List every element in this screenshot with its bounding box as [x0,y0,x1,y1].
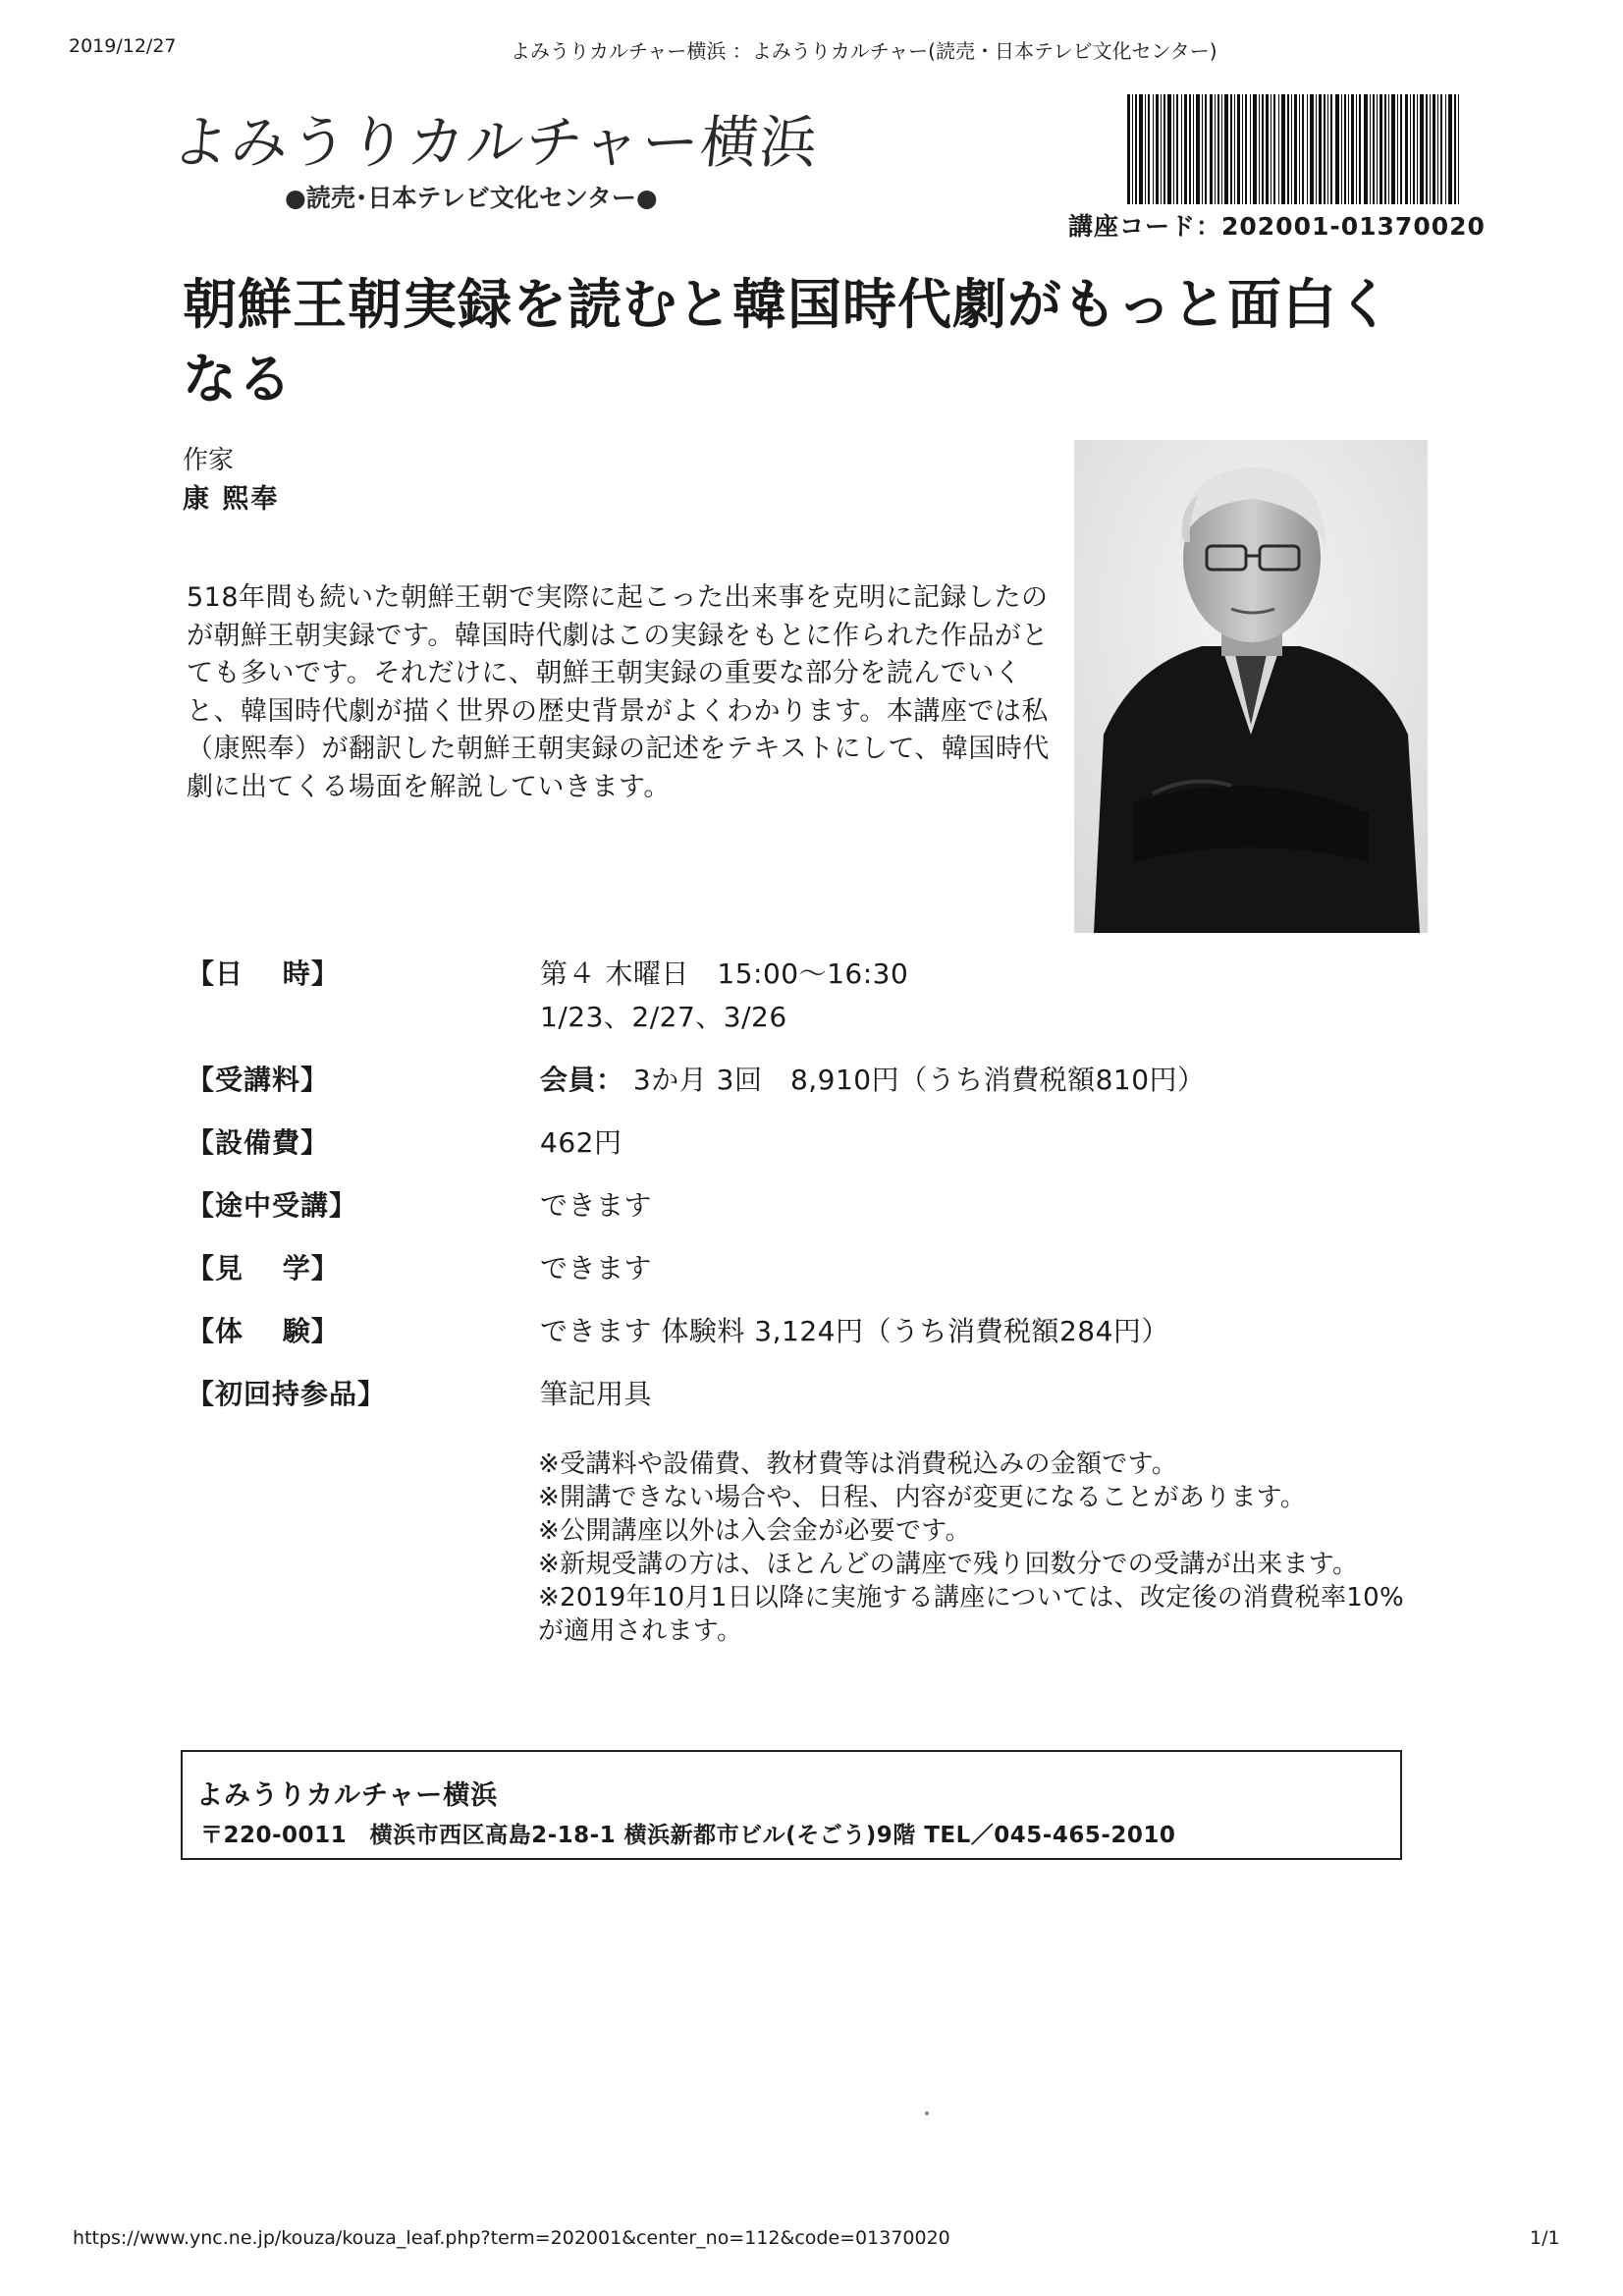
schedule-dates: 1/23、2/27、3/26 [540,1001,787,1033]
midjoin-label: 【途中受講】 [187,1189,358,1222]
note-item: ※開講できない場合や、日程、内容が変更になることがあります。 [538,1483,1307,1512]
facility-label: 【設備費】 [187,1126,330,1159]
course-title: 朝鮮王朝実録を読むと韓国時代劇がもっと面白くなる [183,273,1393,410]
print-page-title: よみうりカルチャー横浜 ：よみうりカルチャー(読売・日本テレビ文化センター) [511,39,1217,63]
fee-value [540,1059,1434,1102]
course-description: 518年間も続いた朝鮮王朝で実際に起こった出来事を克明に記録したのが朝鮮王朝実録です。韓国時代劇はこの実録をもとに作られた作品がとても多いです。それだけに、朝鮮王朝実録の重要な部分を読んでいくと、韓国時代劇が描く世界の歴史背景がよくわかります。本講座では私（康熙奉）が翻訳した朝鮮王朝実録の記述をテキストにして、韓国時代劇に出てくる場面を解説していきます。 [187,582,1050,802]
logo-main: よみうりカルチャー横浜 [168,109,823,176]
notes [538,1448,1422,1648]
note-item: ※2019年10月1日以降に実施する講座については、改定後の消費税率10%が適用されます。 [538,1583,1404,1646]
trial-row [187,1310,1434,1353]
course-details [187,953,1434,1436]
trial-value: できます 体験料 3,124円（うち消費税額284円） [540,1315,1169,1347]
schedule-row [187,953,1434,1039]
print-date: 2019/12/27 [69,35,177,57]
fee-member-label: 会員： [540,1064,624,1096]
facility-row [187,1121,1434,1165]
logo-sub: ●読売･日本テレビ文化センター● [285,184,658,212]
lecturer-name: 康 熙奉 [183,484,280,515]
fee-label: 【受講料】 [187,1064,330,1096]
midjoin-value: できます [540,1189,653,1222]
observe-row [187,1247,1434,1290]
fee-row [187,1059,1434,1102]
note-item: ※新規受講の方は、ほとんどの講座で残り回数分での受講が出来ます。 [538,1550,1359,1579]
note-item: ※受講料や設備費、教材費等は消費税込みの金額です。 [538,1449,1178,1479]
note-item: ※公開講座以外は入会金が必要です。 [538,1516,971,1546]
schedule-label: 【日 時】 [187,957,340,990]
trial-label: 【体 験】 [187,1315,340,1347]
scan-speck [925,2111,929,2115]
barcode-icon [1127,94,1459,204]
lecturer-photo [1074,440,1428,933]
contact-box [181,1750,1402,1860]
schedule-weekday-time: 第４ 木曜日 15:00～16:30 [540,957,909,990]
bring-label: 【初回持参品】 [187,1378,387,1410]
observe-label: 【見 学】 [187,1252,340,1285]
schedule-value [540,953,1434,1039]
course-code: 講座コード：202001-01370020 [1068,212,1486,241]
fee-amount: 3か月 3回 8,910円（うち消費税額810円） [623,1064,1206,1096]
lecturer-role: 作家 [183,446,235,475]
bring-row [187,1373,1434,1416]
bring-value: 筆記用具 [540,1378,653,1410]
observe-value: できます [540,1252,653,1285]
footer-url: https://www.ync.ne.jp/kouza/kouza_leaf.php?term=202001&center_no=112&code=01370020 [73,2227,950,2249]
page-number: 1/1 [1530,2227,1560,2249]
contact-name: よみうりカルチャー横浜 [196,1780,499,1811]
contact-address: 〒220-0011 横浜市西区高島2-18-1 横浜新都市ビル(そごう)9階 TEL／045-465-2010 [200,1823,1176,1848]
midjoin-row [187,1184,1434,1228]
facility-value: 462円 [540,1126,622,1159]
